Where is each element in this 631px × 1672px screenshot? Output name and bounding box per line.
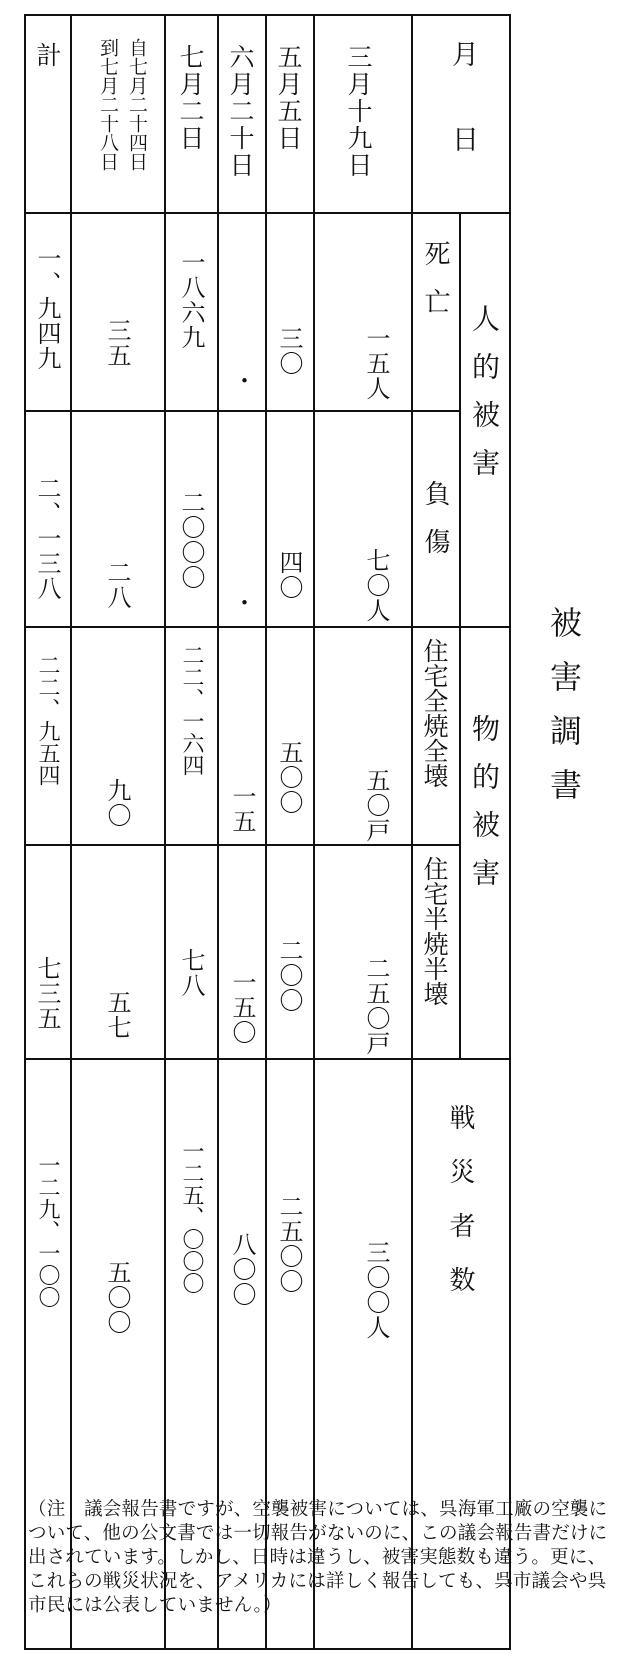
date-jun20: 六月二十日 xyxy=(226,44,255,179)
cell-deaths: 一五人 xyxy=(362,326,390,401)
col-line xyxy=(313,14,315,1650)
cell-victims: 一二五、〇〇〇 xyxy=(179,1140,204,1294)
header-material-damage: 物的被害 xyxy=(468,714,501,906)
cell-deaths-total: 一、九四九 xyxy=(33,246,61,371)
col-line xyxy=(217,14,219,1650)
cell-total: 五〇戸 xyxy=(362,768,390,843)
document-title: 被害調書 xyxy=(545,606,583,822)
cell-injuries-total: 二、一三八 xyxy=(33,476,61,601)
row-line xyxy=(24,626,511,628)
cell-half-total: 七三五 xyxy=(33,956,61,1031)
cell-total: 九〇 xyxy=(103,778,131,828)
cell-victims: 二五〇〇 xyxy=(275,1194,303,1294)
header-date: 月日 xyxy=(447,40,478,210)
date-range-end: 到七月二十八日 xyxy=(97,38,119,171)
cell-total-total: 二二、九五四 xyxy=(35,654,60,786)
cell-injuries: 七〇人 xyxy=(362,548,390,623)
header-human-damage: 人的被害 xyxy=(468,304,501,496)
row-line xyxy=(24,1058,511,1060)
col-line xyxy=(265,14,267,1650)
date-may5: 五月五日 xyxy=(274,44,303,152)
date-jul2: 七月二日 xyxy=(176,44,205,152)
cell-victims: 三〇〇人 xyxy=(362,1240,390,1340)
cell-victims-total: 一二九、一〇〇 xyxy=(35,1154,60,1308)
cell-deaths: 三〇 xyxy=(275,326,303,376)
date-mar19: 三月十九日 xyxy=(344,44,373,179)
total-label: 計 xyxy=(33,42,62,69)
row-line xyxy=(24,212,511,214)
date-range-start: 自七月二十四日 xyxy=(126,38,148,171)
cell-total: 五〇〇 xyxy=(275,740,303,815)
table-border-top xyxy=(24,14,511,16)
table-border-left xyxy=(24,14,26,1650)
cell-injuries: ・ xyxy=(228,590,256,615)
cell-injuries: 二八 xyxy=(103,560,131,610)
cell-deaths: ・ xyxy=(228,368,256,393)
footnote-text: （注 議会報告書ですが、空襲被害については、呉海軍工廠の空襲について、他の公文書では一切報告がないのに、この議会報告書だけに出されています。しかし、日時は違うし、被害実態数も違う。更に、これらの戦災状況を、アメリカには詳しく報告しても、呉市議会や呉市民には公表していません。） xyxy=(28,1499,608,1616)
cell-half: 一五〇 xyxy=(228,970,256,1045)
damage-table xyxy=(24,14,511,1484)
footnote xyxy=(28,1498,618,1618)
table-border-bottom xyxy=(24,1648,511,1650)
header-deaths: 死亡 xyxy=(420,240,450,336)
cell-deaths: 三五 xyxy=(103,318,131,368)
table-border-right xyxy=(509,14,511,1650)
cell-victims: 八〇〇 xyxy=(228,1232,256,1307)
header-victims: 戦災者数 xyxy=(445,1104,475,1320)
col-line xyxy=(164,14,166,1650)
row-line xyxy=(24,844,461,846)
header-injuries: 負傷 xyxy=(420,480,450,576)
cell-half: 五七 xyxy=(103,990,131,1040)
cell-victims: 五〇〇 xyxy=(103,1260,131,1335)
col-line xyxy=(70,14,72,1650)
col-line xyxy=(411,14,413,1650)
row-line xyxy=(24,410,461,412)
header-half-destroyed: 住宅半焼半壊 xyxy=(420,856,449,1006)
cell-half: 七八 xyxy=(177,948,205,998)
cell-half: 二五〇戸 xyxy=(362,956,390,1056)
cell-total: 二二、一六四 xyxy=(179,644,204,776)
cell-injuries: 四〇 xyxy=(275,550,303,600)
cell-deaths: 一八六九 xyxy=(177,250,205,350)
cell-half: 二〇〇 xyxy=(275,938,303,1013)
col-line-sub xyxy=(459,212,461,1060)
cell-total: 一五 xyxy=(228,784,256,834)
cell-injuries: 二〇〇〇 xyxy=(177,490,205,590)
header-total-destroyed: 住宅全焼全壊 xyxy=(420,638,449,788)
